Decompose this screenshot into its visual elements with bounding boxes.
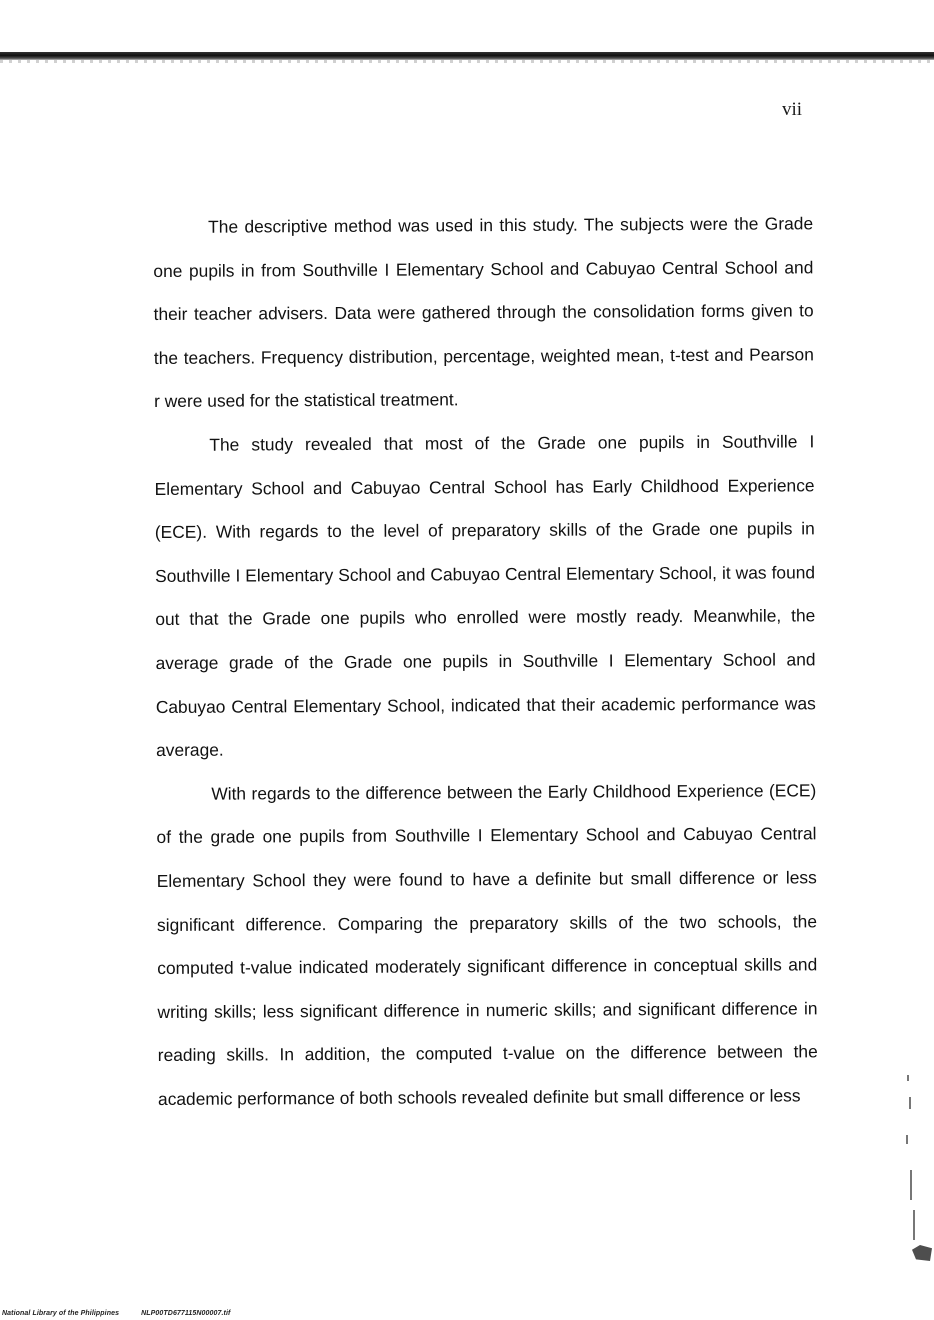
body-text [153, 202, 818, 1121]
paragraph-method: The descriptive method was used in this study. The subjects were the Grade one pupils in from Southville I Elementary School and Cabuyao Central School and their teacher advisers. Data were gathered through the consolidation forms given to the teachers. Frequency distribution, percentage, weighted mean, t-test and Pearson r were used for the statistical treatment. [153, 213, 814, 412]
scan-speck [910, 1170, 912, 1200]
scan-edge-noise [0, 60, 934, 63]
footer-watermark [2, 1310, 230, 1317]
scan-speck [913, 1210, 915, 1240]
scan-speck [906, 1135, 908, 1144]
page-number: vii [782, 99, 803, 120]
scan-edge-bar [0, 52, 934, 60]
scan-edge-marks [903, 1075, 931, 1265]
scan-speck [909, 1097, 911, 1109]
footer-library: National Library of the Philippines [2, 1310, 120, 1317]
scan-blot [912, 1245, 932, 1261]
paragraph-differences: With regards to the difference between the Early Childhood Experience (ECE) of the grade one pupils from Southville I Elementary School and Cabuyao Central Elementary School they were found to have a definite but small difference or less significant difference. Comparing the preparatory skills of the two schools, the computed t-value indicated moderately significant difference in conceptual skills and writing skills; less significant difference in numeric skills; and significant difference in reading skills. In addition, the computed t-value on the difference between the academic performance of both schools revealed definite but small difference or less [156, 780, 818, 1109]
scan-speck [907, 1075, 909, 1081]
paragraph-findings: The study revealed that most of the Grade one pupils in Southville I Elementary School and Cabuyao Central School has Early Childhood Experience (ECE). With regards to the level of preparatory skills of the Grade one pupils in Southville I Elementary School and Cabuyao Central Elementary School, it was found out that the Grade one pupils who enrolled were mostly ready. Meanwhile, the average grade of the Grade one pupils in Southville I Elementary School and Cabuyao Central Elementary School, indicated that their academic performance was average. [154, 431, 816, 761]
footer-code: NLP00TD677115N00007.tif [141, 1310, 231, 1317]
